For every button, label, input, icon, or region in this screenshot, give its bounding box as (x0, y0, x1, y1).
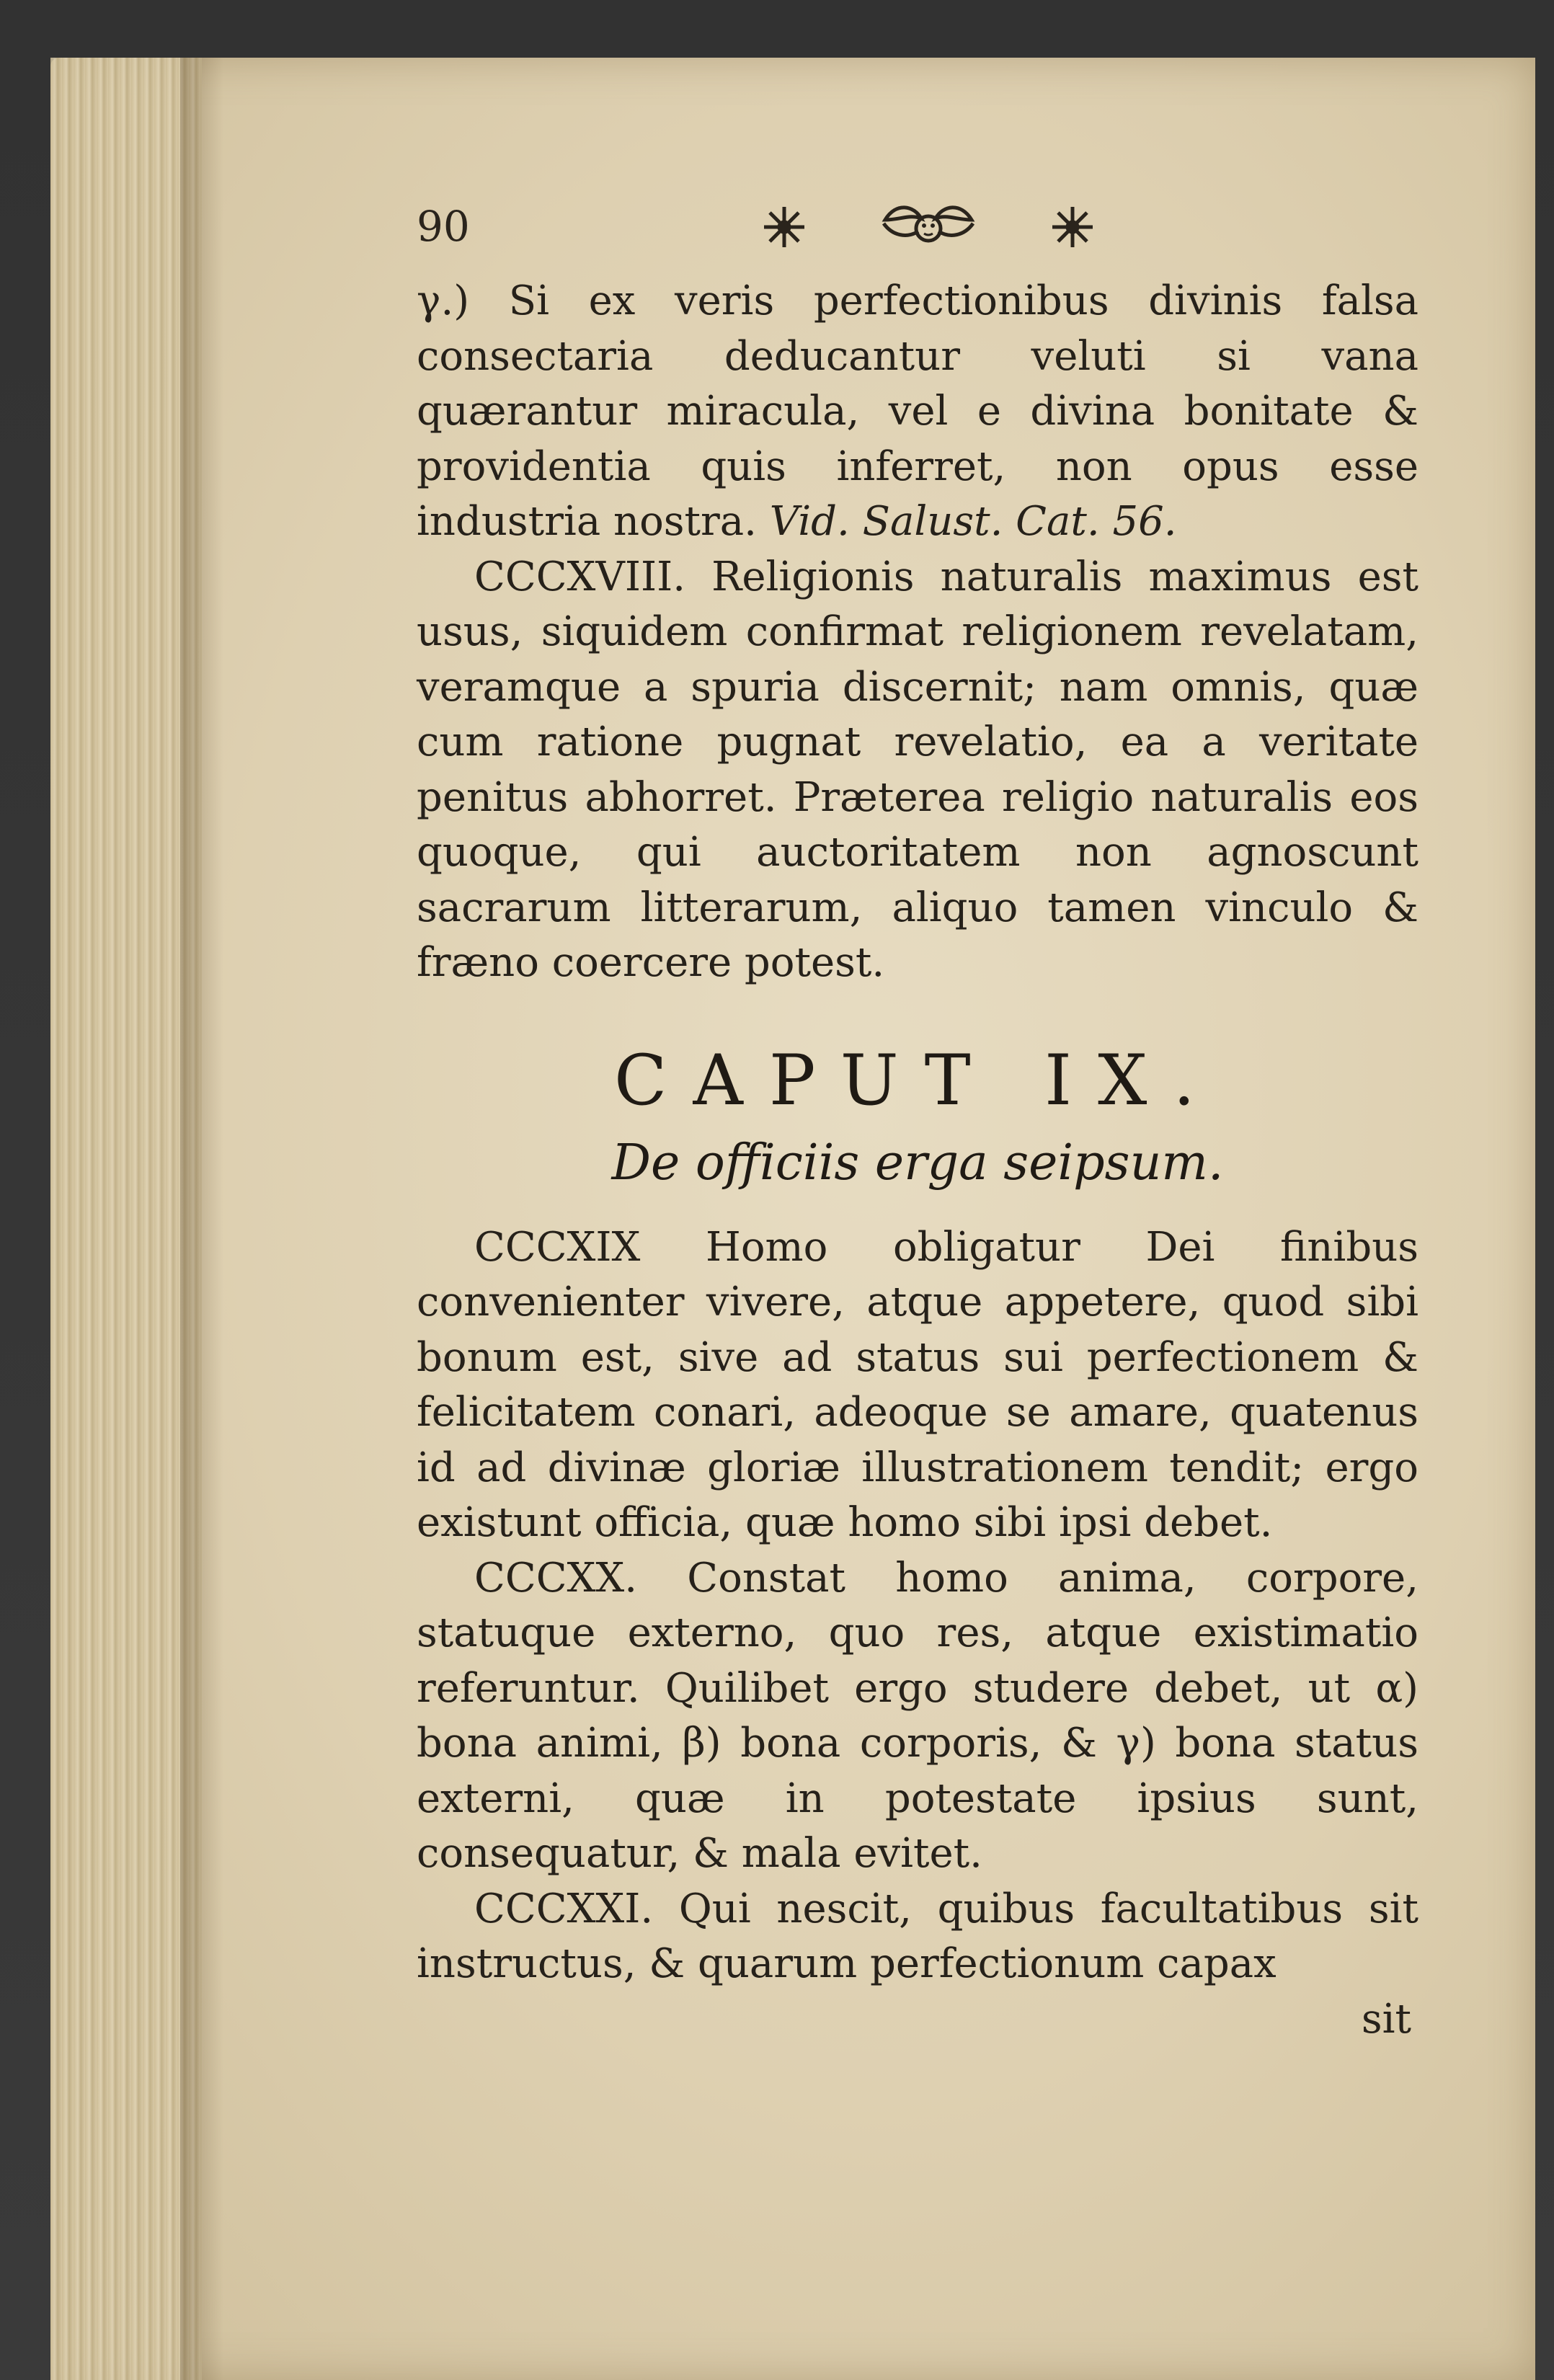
chapter-subtitle: De officiis erga seipsum. (611, 1134, 1224, 1191)
citation-reference: Vid. Salust. Cat. 56. (769, 498, 1177, 545)
paragraph-text: CCCXIX Homo obligatur Dei finibus convenienter vivere, atque appetere, quod sibi bonum est, sive ad status sui perfectionem & felicitatem conari, adeoque se amare, quatenus id ad divinæ gloriæ illustrationem tendit; ergo existunt officia, quæ homo sibi ipsi debet. (417, 1223, 1418, 1546)
page-header (417, 195, 1137, 259)
paragraph-text: CCCXX. Constat homo anima, corpore, statuque externo, quo res, atque existimatio referuntur. Quilibet ergo studere debet, ut α) bona animi, β) bona corporis, & γ) bona status externi, quæ in potestate ipsius sunt, consequatur, & mala evitet. (417, 1554, 1418, 1877)
page-number: 90 (417, 202, 470, 251)
paragraph-cccxix (417, 1220, 1418, 1551)
paragraph-cccxviii (417, 550, 1418, 991)
star-angel-star-ornament (727, 195, 1130, 259)
paragraph-text: CCCXXI. Qui nescit, quibus facultatibus sit instructus, & quarum perfectionum capax (417, 1885, 1418, 1987)
paragraph-gamma-continuation (417, 274, 1418, 550)
catchword: sit (1361, 1995, 1411, 2043)
paragraph-text: γ.) Si ex veris perfectionibus divinis falsa consectaria deducantur veluti si vana quærantur miracula, vel e divina bonitate & providentia quis inferret, non opus esse industria nostra. (417, 277, 1418, 545)
angel-head-ornament (884, 208, 973, 241)
star-ornament-left (764, 207, 804, 247)
star-ornament-right (1052, 207, 1093, 247)
gutter-shadow (180, 58, 223, 2380)
paragraph-cccxxi (417, 1882, 1418, 1992)
page-body (417, 274, 1418, 2047)
paragraph-cccxx (417, 1551, 1418, 1882)
page-edges (50, 58, 202, 2380)
chapter-title: CAPUT IX. (614, 1039, 1221, 1121)
paragraph-text: CCCXVIII. Religionis naturalis maximus est usus, siquidem confirmat religionem revelatam, veramque a spuria discernit; nam omnis, quæ cum ratione pugnat revelatio, ea a veritate penitus abhorret. Præterea religio naturalis eos quoque, qui auctoritatem non agnoscunt sacrarum litterarum, aliquo tamen vinculo & fræno coercere potest. (417, 553, 1418, 986)
